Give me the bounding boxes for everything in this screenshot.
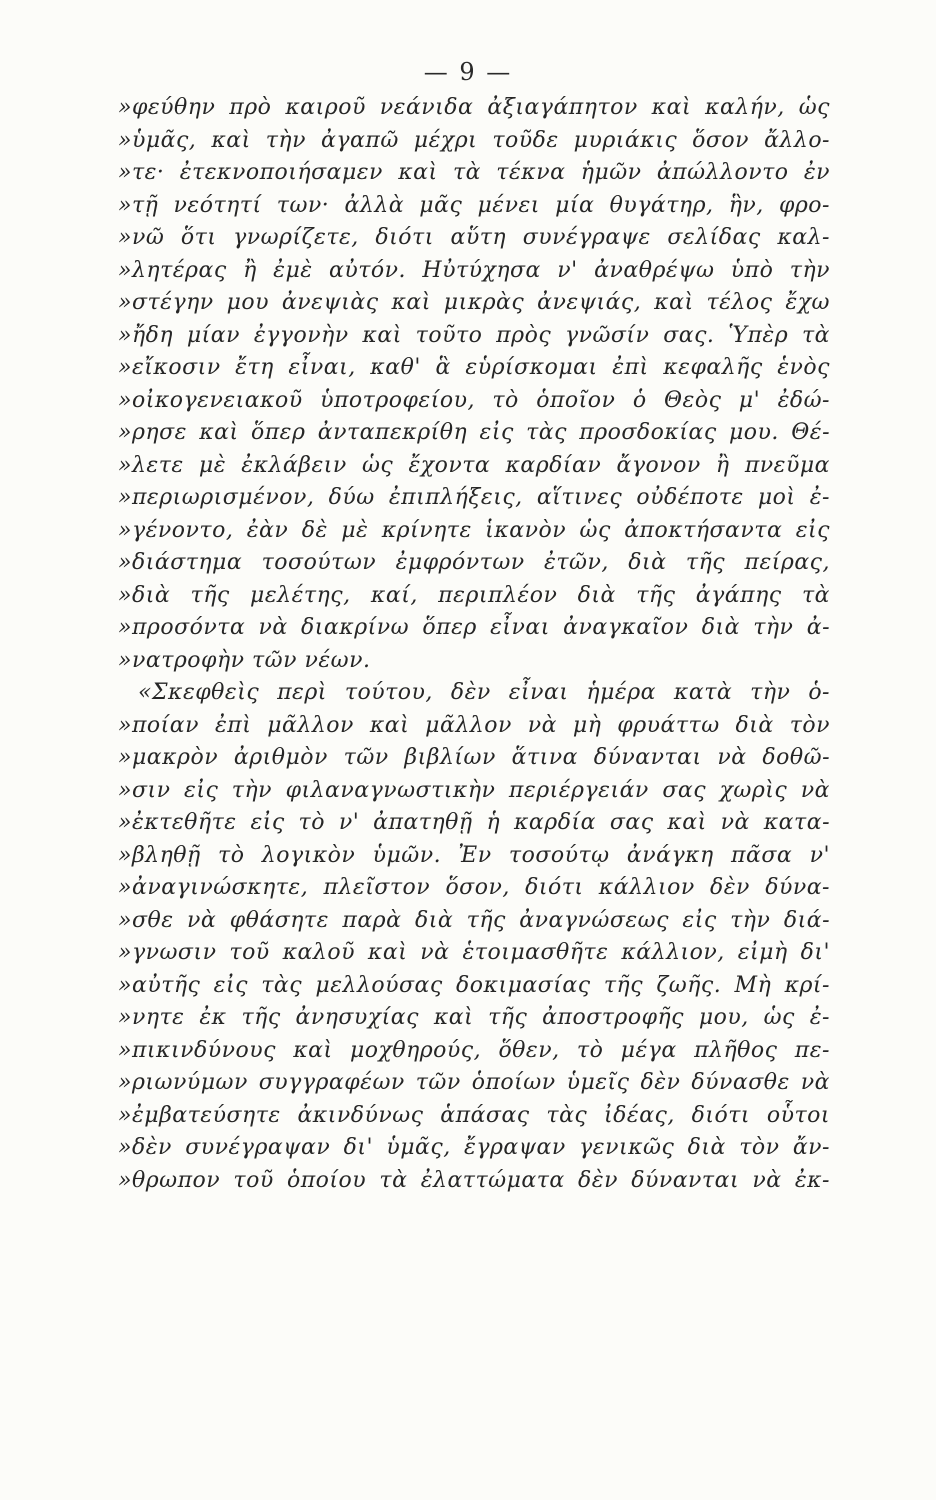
text-line: »βληθῇ τὸ λογικὸν ὑμῶν. Ἐν τοσούτῳ ἀνάγκη πᾶσα ν' bbox=[118, 842, 830, 868]
page-number: — 9 — bbox=[423, 58, 513, 86]
text-line: »στέγην μου ἀνεψιὰς καὶ μικρὰς ἀνεψιάς, καὶ τέλος ἔχω bbox=[118, 290, 830, 315]
text-line: »γένοντο, ἐὰν δὲ μὲ κρίνητε ἱκανὸν ὡς ἀποκτήσαντα εἰς bbox=[118, 517, 830, 543]
text-line: »προσόντα νὰ διακρίνω ὅπερ εἶναι ἀναγκαῖον διὰ τὴν ἀ- bbox=[118, 615, 830, 640]
text-line: »ρησε καὶ ὅπερ ἀνταπεκρίθη εἰς τὰς προσδοκίας μου. Θέ- bbox=[118, 420, 830, 445]
text-line: »διὰ τῆς μελέτης, καί, περιπλέον διὰ τῆς ἀγάπης τὰ bbox=[118, 582, 830, 608]
text-line: »λητέρας ἢ ἐμὲ αὐτόν. Ηὐτύχησα ν' ἀναθρέψω ὑπὸ τὴν bbox=[118, 257, 830, 283]
text-line: »διάστημα τοσούτων ἐμφρόντων ἐτῶν, διὰ τῆς πείρας, bbox=[118, 550, 830, 575]
text-line: »μακρὸν ἀριθμὸν τῶν βιβλίων ἅτινα δύνανται νὰ δοθῶ- bbox=[118, 745, 830, 770]
text-line-paragraph-start: «Σκεφθεὶς περὶ τούτου, δὲν εἶναι ἡμέρα κατὰ τὴν ὁ- bbox=[138, 680, 830, 705]
text-line: »τῇ νεότητί των· ἀλλὰ μᾶς μένει μία θυγάτηρ, ἣν, φρο- bbox=[118, 192, 830, 218]
text-line: »αὐτῆς εἰς τὰς μελλούσας δοκιμασίας τῆς ζωῆς. Μὴ κρί- bbox=[118, 972, 830, 998]
text-line: »ριωνύμων συγγραφέων τῶν ὁποίων ὑμεῖς δὲν δύνασθε νὰ bbox=[118, 1070, 830, 1095]
text-line: »ἀναγινώσκητε, πλεῖστον ὅσον, διότι κάλλιον δὲν δύνα- bbox=[118, 875, 830, 900]
text-line: »ἤδη μίαν ἐγγονὴν καὶ τοῦτο πρὸς γνῶσίν σας. Ὑπὲρ τὰ bbox=[118, 322, 830, 348]
text-line: »δὲν συνέγραψαν δι' ὑμᾶς, ἔγραψαν γενικῶς διὰ τὸν ἄν- bbox=[118, 1135, 830, 1160]
text-line: »οἰκογενειακοῦ ὑποτροφείου, τὸ ὁποῖον ὁ Θεὸς μ' ἐδώ- bbox=[118, 387, 830, 413]
text-line: »ποίαν ἐπὶ μᾶλλον καὶ μᾶλλον νὰ μὴ φρυάττω διὰ τὸν bbox=[118, 712, 830, 738]
text-line: »λετε μὲ ἐκλάβειν ὡς ἔχοντα καρδίαν ἄγονον ἢ πνεῦμα bbox=[118, 452, 830, 478]
text-line: »ἐμβατεύσητε ἀκινδύνως ἁπάσας τὰς ἰδέας, διότι οὗτοι bbox=[118, 1102, 830, 1128]
text-line: »νητε ἐκ τῆς ἀνησυχίας καὶ τῆς ἀποστροφῆς μου, ὡς ἐ- bbox=[118, 1005, 830, 1030]
text-line: »ὑμᾶς, καὶ τὴν ἀγαπῶ μέχρι τοῦδε μυριάκις ὅσον ἄλλο- bbox=[118, 127, 830, 153]
text-line: »περιωρισμένον, δύω ἐπιπλήξεις, αἵτινες οὐδέποτε μοὶ ἐ- bbox=[118, 485, 830, 510]
text-line: »σιν εἰς τὴν φιλαναγνωστικὴν περιέργειάν σας χωρὶς νὰ bbox=[118, 777, 830, 803]
text-line: »γνωσιν τοῦ καλοῦ καὶ νὰ ἑτοιμασθῆτε κάλλιον, εἰμὴ δι' bbox=[118, 940, 830, 965]
text-line-paragraph-end: »νατροφὴν τῶν νέων. bbox=[118, 647, 371, 673]
text-line: »θρωπον τοῦ ὁποίου τὰ ἐλαττώματα δὲν δύνανται νὰ ἐκ- bbox=[118, 1167, 830, 1193]
text-line: »ἐκτεθῆτε εἰς τὸ ν' ἀπατηθῇ ἡ καρδία σας καὶ νὰ κατα- bbox=[118, 810, 830, 835]
text-line: »φεύθην πρὸ καιροῦ νεάνιδα ἀξιαγάπητον καὶ καλήν, ὡς bbox=[118, 95, 830, 120]
text-line: »πικινδύνους καὶ μοχθηρούς, ὅθεν, τὸ μέγα πλῆθος πε- bbox=[118, 1037, 830, 1063]
text-line: »εἴκοσιν ἔτη εἶναι, καθ' ἃ εὑρίσκομαι ἐπὶ κεφαλῆς ἑνὸς bbox=[118, 355, 830, 380]
text-line: »τε· ἐτεκνοποιήσαμεν καὶ τὰ τέκνα ἡμῶν ἀπώλλοντο ἐν bbox=[118, 160, 830, 185]
body-text bbox=[118, 92, 830, 1197]
text-line: »νῶ ὅτι γνωρίζετε, διότι αὕτη συνέγραψε σελίδας καλ- bbox=[118, 225, 830, 250]
text-line: »σθε νὰ φθάσητε παρὰ διὰ τῆς ἀναγνώσεως εἰς τὴν διά- bbox=[118, 907, 830, 933]
